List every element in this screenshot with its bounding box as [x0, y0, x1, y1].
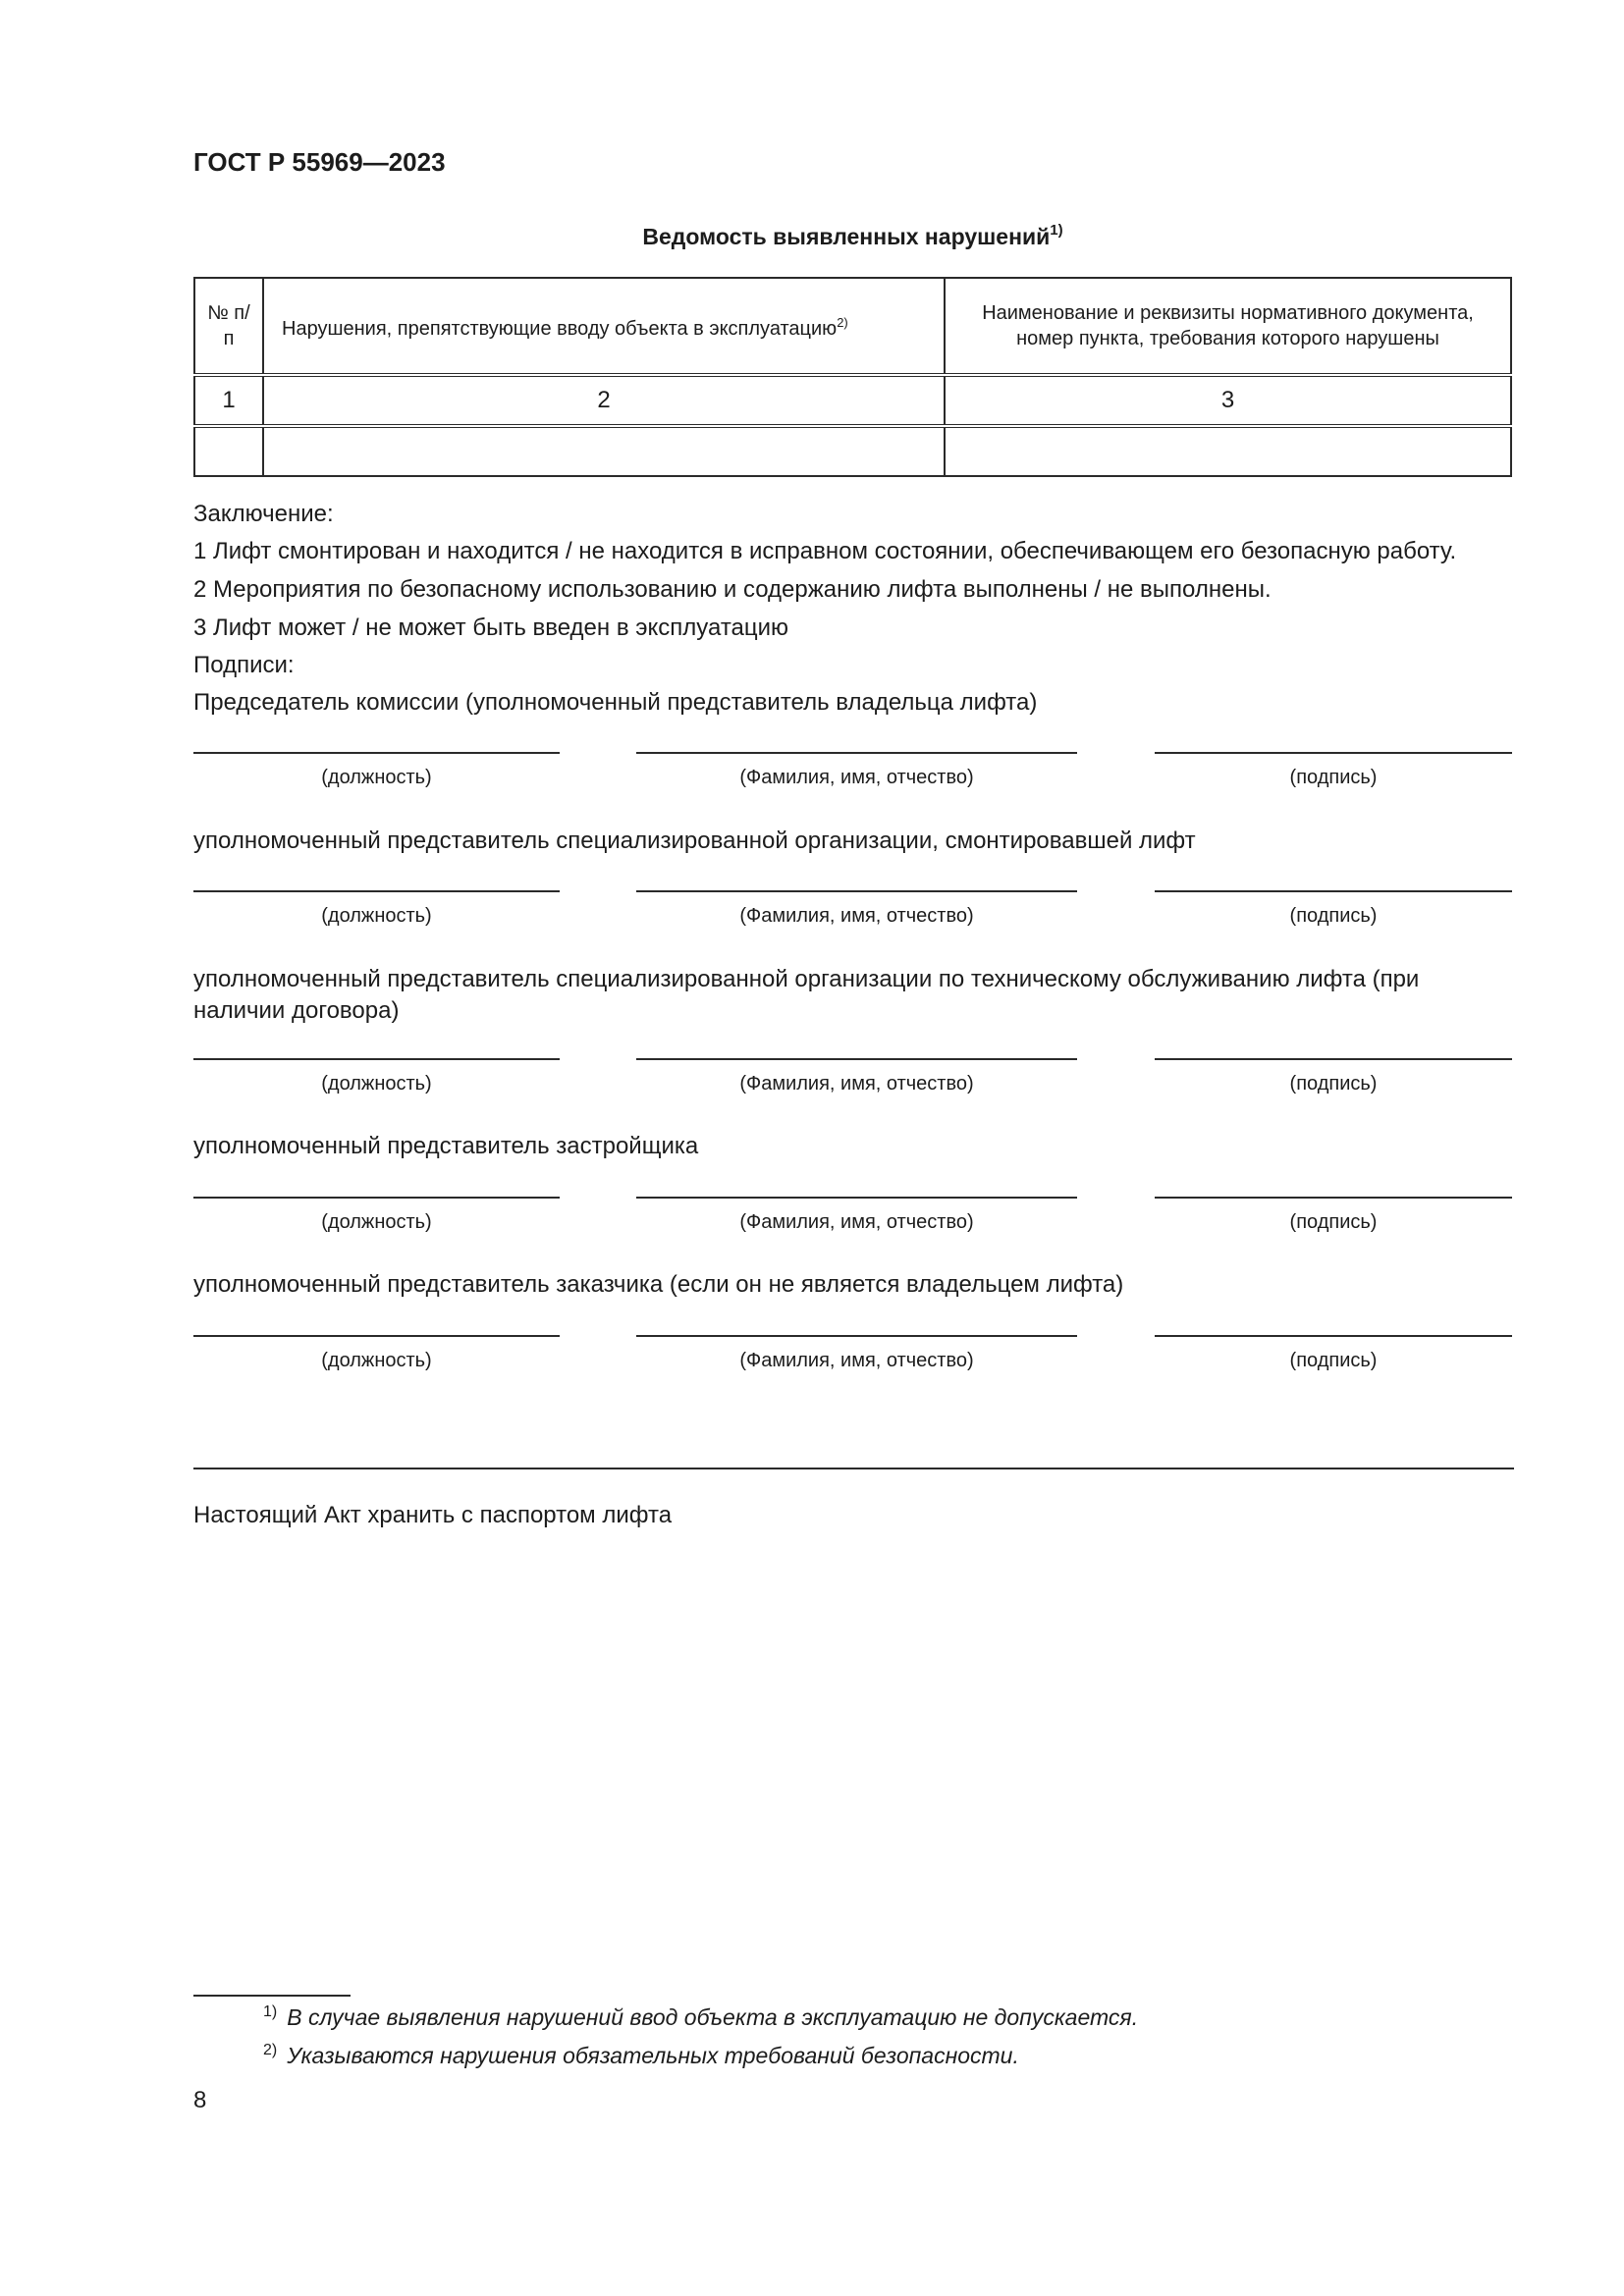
footnote-2: $^{2)}$ Указываются нарушения обязательных требований безопасности. [263, 2042, 1019, 2068]
caption-name: (Фамилия, имя, отчество) [739, 1211, 974, 1233]
caption-position: (должность) [321, 1073, 432, 1095]
header-num: № п/п [194, 278, 263, 375]
caption-position: (должность) [321, 767, 432, 788]
signer-title-5: уполномоченный представитель заказчика (если он не является владельцем лифта) [193, 1271, 1124, 1298]
document-code: ГОСТ Р 55969—2023 [193, 147, 446, 177]
signature-line [636, 752, 1077, 754]
conclusion-item-3: 3 Лифт может / не может быть введен в эксплуатацию [193, 614, 789, 641]
signature-line [193, 1335, 560, 1337]
signature-line [1155, 1197, 1512, 1199]
table-title-text: Ведомость выявленных нарушений [642, 224, 1051, 249]
signature-line [636, 1058, 1077, 1060]
footnote-ref-2: 2) [837, 315, 848, 330]
signature-line [636, 1197, 1077, 1199]
signature-line [1155, 890, 1512, 892]
caption-position: (должность) [321, 1350, 432, 1371]
signature-line [1155, 1335, 1512, 1337]
conclusion-item-2: 2 Мероприятия по безопасному использованию и содержанию лифта выполнены / не выполнены. [193, 576, 1272, 603]
column-number-cell: 3 [945, 375, 1511, 426]
signature-line [193, 890, 560, 892]
empty-cell [945, 426, 1511, 476]
signature-line [193, 1197, 560, 1199]
caption-signature: (подпись) [1289, 1211, 1378, 1233]
signature-line [636, 890, 1077, 892]
column-number-row [194, 375, 1511, 426]
header-violations: Нарушения, препятствующие вводу объекта в эксплуатацию$^{2)}$ [263, 278, 945, 375]
empty-cell [194, 426, 263, 476]
caption-signature: (подпись) [1289, 767, 1378, 788]
signer-title-2: уполномоченный представитель специализированной организации, смонтировавшей лифт [193, 828, 1196, 854]
signer-title-4: уполномоченный представитель застройщика [193, 1133, 699, 1159]
column-number-cell: 2 [263, 375, 945, 426]
signer-title-1: Председатель комиссии (уполномоченный представитель владельца лифта) [193, 689, 1038, 716]
footnote-rule [193, 1995, 351, 1997]
caption-name: (Фамилия, имя, отчество) [739, 1350, 974, 1371]
table-header-row [194, 278, 1511, 375]
caption-position: (должность) [321, 905, 432, 927]
signer-title-3: уполномоченный представитель специализированной организации по техническому обслуживанию лифта (при наличии договора) [193, 966, 1420, 1024]
signatures-label: Подписи: [193, 652, 295, 678]
caption-signature: (подпись) [1289, 1350, 1378, 1371]
page-number: 8 [193, 2087, 207, 2113]
separator-line [193, 1468, 1514, 1469]
signature-line [1155, 1058, 1512, 1060]
caption-signature: (подпись) [1289, 905, 1378, 927]
signature-line [193, 752, 560, 754]
signature-line [193, 1058, 560, 1060]
footnote-ref-1: 1) [1050, 222, 1063, 239]
signature-line [636, 1335, 1077, 1337]
empty-cell [263, 426, 945, 476]
storage-note: Настоящий Акт хранить с паспортом лифта [193, 1502, 673, 1528]
caption-signature: (подпись) [1289, 1073, 1378, 1095]
caption-name: (Фамилия, имя, отчество) [739, 767, 974, 788]
table-title [193, 222, 1512, 250]
conclusion-label: Заключение: [193, 501, 334, 527]
footnote-1: $^{1)}$ В случае выявления нарушений ввод объекта в эксплуатацию не допускается. [263, 2003, 1139, 2030]
caption-name: (Фамилия, имя, отчество) [739, 1073, 974, 1095]
caption-name: (Фамилия, имя, отчество) [739, 905, 974, 927]
violations-table [193, 277, 1512, 477]
table-row [194, 426, 1511, 476]
conclusion-item-1: 1 Лифт смонтирован и находится / не находится в исправном состоянии, обеспечивающем его безопасную работу. [193, 538, 1457, 564]
signature-line [1155, 752, 1512, 754]
header-reference: Наименование и реквизиты нормативного документа, номер пункта, требования которого нарушены [945, 278, 1511, 375]
caption-position: (должность) [321, 1211, 432, 1233]
column-number-cell: 1 [194, 375, 263, 426]
